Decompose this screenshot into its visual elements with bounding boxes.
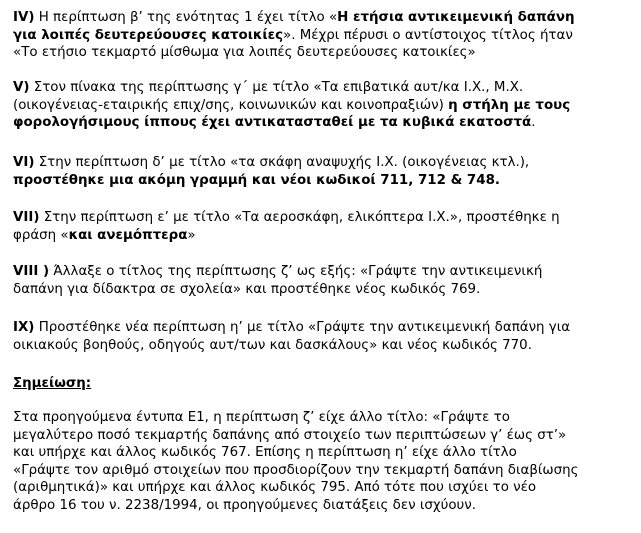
text-run: «Το ετήσιο τεκμαρτό μίσθωμα για λοιπές δευτερεύουσες κατοικίες» — [13, 45, 476, 60]
paragraph-vi — [13, 154, 633, 189]
bold-text: φορολογήσιμους ίππους έχει αντικατασταθεί με τα κυβικά εκατοστά — [13, 115, 532, 130]
paragraph-ix — [13, 319, 633, 354]
note-line: μεγαλύτερο ποσό τεκμαρτής δαπάνης από στοιχείο των περιπτώσεων γ’ έως στ’» — [13, 427, 567, 443]
text-run: οικιακούς βοηθούς, οδηγούς αυτ/των και δασκάλους» και νέος κωδικός 770. — [13, 337, 532, 353]
text-run: ». Μέχρι πέρυσι ο αντίστοιχος τίτλος ήταν — [283, 27, 573, 43]
bold-text: IX) — [13, 320, 35, 335]
bold-text: για λοιπές δευτερεύουσες κατοικίες — [13, 27, 284, 43]
paragraph-vii — [13, 209, 633, 244]
note-heading — [13, 375, 633, 393]
text-run: (οικογένειας-εταιρικής επιχ/σης, κοινωνικών και κοινοπραξιών) — [13, 97, 449, 113]
bold-text: προστέθηκε μια ακόμη γραμμή και νέοι κωδικοί 711, 712 & 748. — [13, 172, 500, 188]
note-body — [13, 409, 633, 514]
text-run: Στην περίπτωση ε’ με τίτλο «Τα αεροσκάφη, ελικόπτερα Ι.Χ.», προστέθηκε η — [39, 210, 560, 225]
bold-text: και ανεμόπτερα — [68, 227, 188, 243]
note-line: (αριθμητικά)» και υπήρχε και άλλος κωδικός 795. Από τότε που ισχύει το νέο — [13, 480, 537, 495]
bold-text: IV) — [13, 10, 35, 25]
note-line: και υπήρχε και άλλος κωδικός 767. Επίσης η περίπτωση η’ είχε άλλο τίτλο — [13, 445, 517, 460]
text-run: δαπάνη για δίδακτρα σε σχολεία» και προστέθηκε νέος κωδικός 769. — [13, 281, 481, 297]
note-heading-text: Σημείωση: — [13, 376, 92, 391]
paragraph-viii — [13, 263, 633, 298]
paragraph-iv — [13, 9, 633, 62]
text-run: Στην περίπτωση δ’ με τίτλο «τα σκάφη αναψυχής Ι.Χ. (οικογένειας κτλ.), — [34, 155, 530, 170]
bold-text: VIII ) — [13, 264, 50, 279]
bold-text: V) — [13, 80, 30, 95]
note-line: άρθρο 16 του ν. 2238/1994, οι προηγούμενες διατάξεις δεν ισχύουν. — [13, 497, 477, 513]
text-run: Προστέθηκε νέα περίπτωση η’ με τίτλο «Γράψτε την αντικειμενική δαπάνη για — [34, 320, 571, 335]
text-run: . — [531, 115, 536, 130]
bold-text: VII) — [13, 210, 40, 225]
bold-text: η στήλη με τους — [448, 97, 571, 113]
text-run: φράση « — [13, 227, 69, 243]
text-run: » — [187, 227, 196, 243]
text-run: Η περίπτωση β’ της ενότητας 1 έχει τίτλο « — [34, 10, 338, 25]
bold-text: Η ετήσια αντικειμενική δαπάνη — [337, 10, 575, 25]
note-line: «Γράψτε τον αριθμό στοιχείων που προσδιορίζουν την τεκμαρτή δαπάνη διαβίωσης — [13, 462, 579, 478]
text-run: Στον πίνακα της περίπτωσης γ΄ με τίτλο «Τα επιβατικά αυτ/κα Ι.Χ., Μ.Χ. — [29, 80, 524, 95]
bold-text: VI) — [13, 155, 35, 170]
note-line: Στα προηγούμενα έντυπα Ε1, η περίπτωση ζ’ είχε άλλο τίτλο: «Γράψτε το — [13, 410, 510, 425]
paragraph-v — [13, 79, 633, 132]
text-run: Άλλαξε ο τίτλος της περίπτωσης ζ’ ως εξής: «Γράψτε την αντικειμενική — [49, 264, 543, 279]
